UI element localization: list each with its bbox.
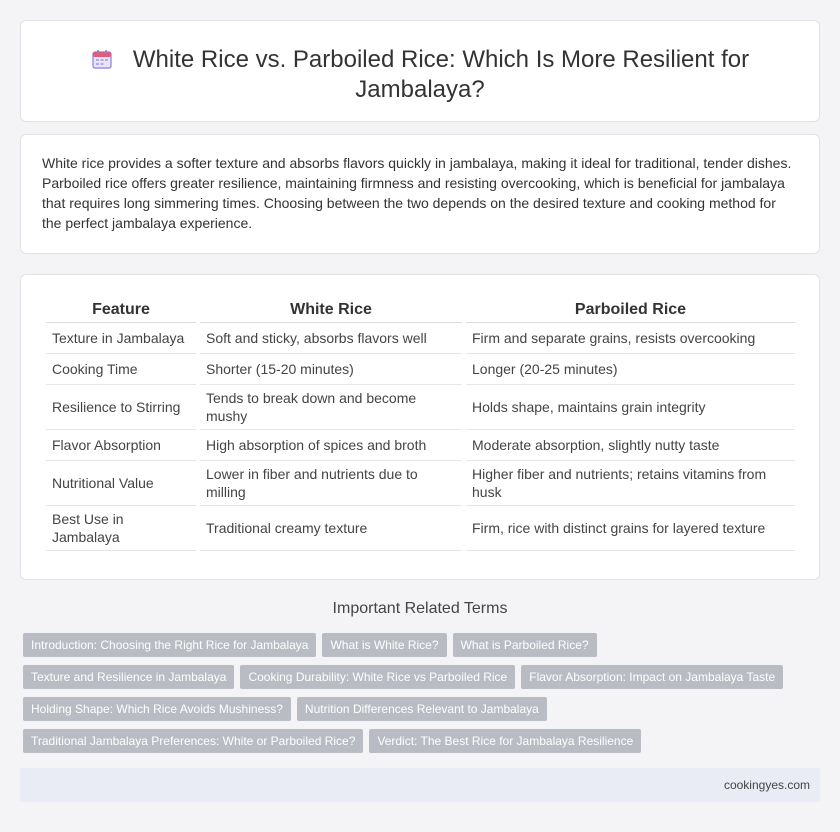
- table-cell: Firm and separate grains, resists overcooking: [466, 323, 795, 354]
- related-term-tag[interactable]: Flavor Absorption: Impact on Jambalaya Taste: [521, 665, 783, 689]
- table-row: [46, 430, 795, 461]
- table-row: [46, 323, 795, 354]
- summary-text: White rice provides a softer texture and absorbs flavors quickly in jambalaya, making it ideal for traditional, tender dishes. Parboiled rice offers greater resilience, maintaining firmness and resisting overcooking, which is beneficial for jambalaya that requires long simmering times. Choosing between the two depends on the desired texture and cooking method for the perfect jambalaya experience.: [42, 155, 792, 231]
- table-cell: Flavor Absorption: [46, 430, 196, 461]
- table-cell: Longer (20-25 minutes): [466, 354, 795, 385]
- table-row: [46, 506, 795, 551]
- related-terms-list: [23, 633, 813, 753]
- table-cell: Soft and sticky, absorbs flavors well: [200, 323, 462, 354]
- table-cell: Traditional creamy texture: [200, 506, 462, 551]
- footer: [20, 768, 820, 802]
- table-header-row: [46, 295, 795, 323]
- comparison-table: [42, 295, 799, 551]
- column-header-parboiled-rice: Parboiled Rice: [466, 295, 795, 323]
- related-term-tag[interactable]: What is Parboiled Rice?: [453, 633, 597, 657]
- table-cell: Cooking Time: [46, 354, 196, 385]
- related-terms-heading: Important Related Terms: [332, 600, 508, 617]
- table-cell: Firm, rice with distinct grains for layered texture: [466, 506, 795, 551]
- title-row: [21, 45, 819, 105]
- table-cell: Best Use in Jambalaya: [46, 506, 196, 551]
- comparison-table-card: [20, 274, 820, 580]
- table-cell: Moderate absorption, slightly nutty taste: [466, 430, 795, 461]
- related-term-tag[interactable]: Texture and Resilience in Jambalaya: [23, 665, 234, 689]
- table-cell: Holds shape, maintains grain integrity: [466, 385, 795, 430]
- page-title: White Rice vs. Parboiled Rice: Which Is More Resilient for Jambalaya?: [132, 46, 750, 103]
- related-term-tag[interactable]: Introduction: Choosing the Right Rice for Jambalaya: [23, 633, 316, 657]
- related-term-tag[interactable]: Traditional Jambalaya Preferences: White or Parboiled Rice?: [23, 729, 363, 753]
- related-term-tag[interactable]: Nutrition Differences Relevant to Jambalaya: [297, 697, 547, 721]
- table-row: [46, 461, 795, 506]
- related-term-tag[interactable]: Verdict: The Best Rice for Jambalaya Resilience: [369, 729, 641, 753]
- summary-card: [20, 134, 820, 254]
- table-cell: Higher fiber and nutrients; retains vitamins from husk: [466, 461, 795, 506]
- related-term-tag[interactable]: Holding Shape: Which Rice Avoids Mushiness?: [23, 697, 291, 721]
- table-cell: Resilience to Stirring: [46, 385, 196, 430]
- table-cell: High absorption of spices and broth: [200, 430, 462, 461]
- table-cell: Texture in Jambalaya: [46, 323, 196, 354]
- table-cell: Nutritional Value: [46, 461, 196, 506]
- table-row: [46, 385, 795, 430]
- calendar-icon: [91, 48, 113, 70]
- table-cell: Tends to break down and become mushy: [200, 385, 462, 430]
- table-row: [46, 354, 795, 385]
- column-header-white-rice: White Rice: [200, 295, 462, 323]
- site-link[interactable]: cookingyes.com: [723, 778, 810, 792]
- column-header-feature: Feature: [46, 295, 196, 323]
- table-cell: Shorter (15-20 minutes): [200, 354, 462, 385]
- related-term-tag[interactable]: What is White Rice?: [322, 633, 446, 657]
- title-card: [20, 20, 820, 122]
- related-term-tag[interactable]: Cooking Durability: White Rice vs Parboiled Rice: [240, 665, 515, 689]
- table-cell: Lower in fiber and nutrients due to milling: [200, 461, 462, 506]
